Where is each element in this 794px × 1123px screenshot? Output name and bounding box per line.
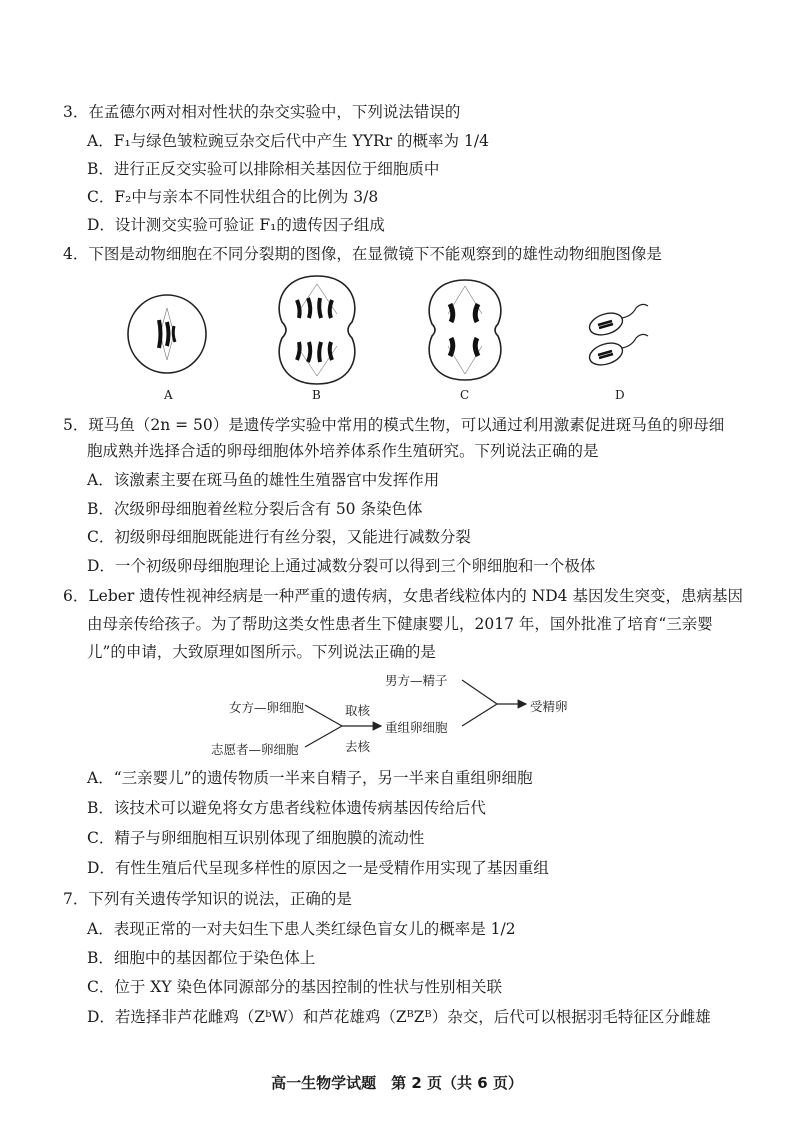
q7-option-d: D．若选择非芦花雌鸡（ZᵇW）和芦花雄鸡（ZᴮZᴮ）杂交，后代可以根据羽毛特征区分雌雄: [87, 1008, 711, 1026]
figure-label-d: D: [615, 388, 625, 402]
q7-stem: 7．下列有关遗传学知识的说法，正确的是: [63, 890, 352, 908]
q5-option-d: D．一个初级卵母细胞理论上通过减数分裂可以得到三个卵细胞和一个极体: [87, 557, 596, 575]
q7-option-a: A．表现正常的一对夫妇生下患人类红绿色盲女儿的概率是 1/2: [87, 920, 516, 938]
q3-option-c: C．F₂中与亲本不同性状组合的比例为 3/8: [87, 188, 379, 206]
q3-option-b: B．进行正反交实验可以排除相关基因位于细胞质中: [87, 160, 440, 178]
q5-stem-line1: 5．斑马鱼（2n = 50）是遗传学实验中常用的模式生物，可以通过利用激素促进斑马鱼的卵母细: [63, 416, 725, 434]
q6-stem-line3: 儿”的申请，大致原理如图所示。下列说法正确的是: [87, 643, 436, 661]
q3-option-d: D．设计测交实验可验证 F₁的遗传因子组成: [87, 216, 385, 234]
page-footer: 高一生物学试题 第 2 页（共 6 页）: [271, 1074, 523, 1092]
q3-option-a: A．F₁与绿色皱粒豌豆杂交后代中产生 YYRr 的概率为 1/4: [87, 132, 489, 150]
figure-label-b: B: [312, 388, 321, 402]
diagram-remove-nucleus: 去核: [345, 739, 371, 754]
q6-stem-line2: 由母亲传给孩子。为了帮助这类女性患者生下健康婴儿，2017 年，国外批准了培育“三亲婴: [87, 615, 713, 633]
diagram-take-nucleus: 取核: [345, 703, 371, 718]
figure-label-c: C: [460, 388, 470, 402]
diagram-female-egg: 女方—卵细胞: [229, 700, 305, 715]
q6-option-d: D．有性生殖后代呈现多样性的原因之一是受精作用实现了基因重组: [87, 859, 549, 877]
diagram-recombined-egg: 重组卵细胞: [385, 720, 448, 735]
q5-option-c: C．初级卵母细胞既能进行有丝分裂，又能进行减数分裂: [87, 528, 471, 546]
diagram-donor-egg: 志愿者—卵细胞: [211, 742, 299, 757]
q6-stem-line1: 6．Leber 遗传性视神经病是一种严重的遗传病，女患者线粒体内的 ND4 基因发生突变，患病基因: [63, 587, 743, 605]
q7-option-b: B．细胞中的基因都位于染色体上: [87, 949, 316, 967]
diagram-fertilized-egg: 受精卵: [530, 699, 568, 714]
q6-option-b: B．该技术可以避免将女方患者线粒体遗传病基因传给后代: [87, 799, 486, 817]
q6-option-a: A．“三亲婴儿”的遗传物质一半来自精子，另一半来自重组卵细胞: [87, 769, 533, 787]
q7-option-c: C．位于 XY 染色体同源部分的基因控制的性状与性别相关联: [87, 978, 502, 996]
q4-stem: 4．下图是动物细胞在不同分裂期的图像，在显微镜下不能观察到的雄性动物细胞图像是: [63, 245, 662, 263]
figure-label-a: A: [164, 388, 173, 402]
diagram-male-sperm: 男方—精子: [385, 673, 448, 688]
q5-option-b: B．次级卵母细胞着丝粒分裂后含有 50 条染色体: [87, 500, 423, 518]
q6-option-c: C．精子与卵细胞相互识别体现了细胞膜的流动性: [87, 829, 425, 847]
q5-stem-line2: 胞成熟并选择合适的卵母细胞体外培养体系作生殖研究。下列说法正确的是: [87, 442, 599, 460]
q3-stem: 3．在孟德尔两对相对性状的杂交实验中，下列说法错误的: [63, 103, 461, 121]
q5-option-a: A．该激素主要在斑马鱼的雄性生殖器官中发挥作用: [87, 471, 440, 489]
